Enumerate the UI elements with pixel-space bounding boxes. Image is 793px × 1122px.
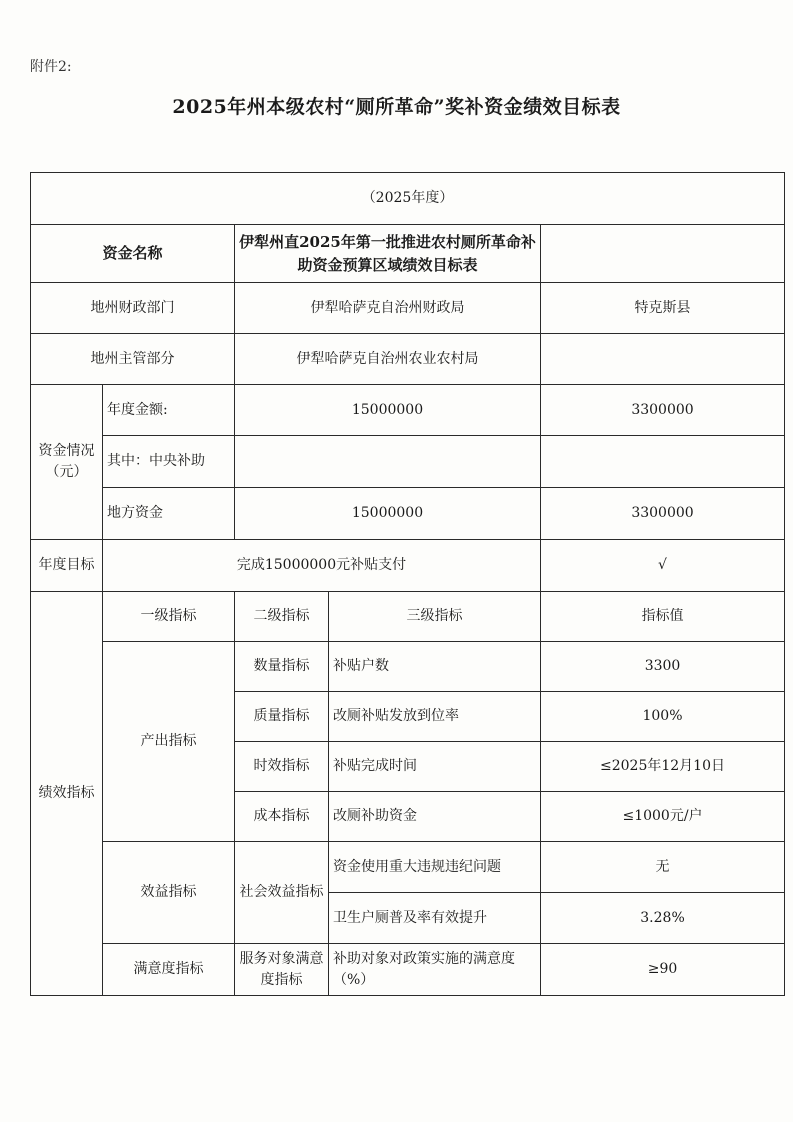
table-row <box>31 642 785 692</box>
funds-row-right <box>541 436 785 488</box>
funds-row-label: 年度金额: <box>103 385 235 436</box>
table-row <box>31 842 785 893</box>
value-cell: 3300 <box>541 642 785 692</box>
performance-label: 绩效指标 <box>31 592 103 996</box>
value-cell: 无 <box>541 842 785 893</box>
finance-dept-right: 特克斯县 <box>541 283 785 334</box>
level3-cell: 改厕补助资金 <box>329 792 541 842</box>
annual-goal-label: 年度目标 <box>31 540 103 592</box>
year-row <box>31 173 785 225</box>
competent-dept-label: 地州主管部分 <box>31 334 235 385</box>
level2-cell: 质量指标 <box>235 692 329 742</box>
annual-goal-row <box>31 540 785 592</box>
fund-name-label: 资金名称 <box>31 225 235 283</box>
output-label: 产出指标 <box>103 642 235 842</box>
finance-dept-row <box>31 283 785 334</box>
funds-row-label: 其中：中央补助 <box>103 436 235 488</box>
value-cell: ≤1000元/户 <box>541 792 785 842</box>
funds-row-central <box>31 436 785 488</box>
competent-dept-value: 伊犁哈萨克自治州农业农村局 <box>235 334 541 385</box>
value-cell: ≤2025年12月10日 <box>541 742 785 792</box>
fund-name-right <box>541 225 785 283</box>
competent-dept-row <box>31 334 785 385</box>
header-level3: 三级指标 <box>329 592 541 642</box>
funds-row-annual <box>31 385 785 436</box>
value-cell: 3.28% <box>541 893 785 944</box>
finance-dept-label: 地州财政部门 <box>31 283 235 334</box>
header-level1: 一级指标 <box>103 592 235 642</box>
year-label: （2025年度） <box>31 173 785 225</box>
finance-dept-value: 伊犁哈萨克自治州财政局 <box>235 283 541 334</box>
funds-row-value: 15000000 <box>235 385 541 436</box>
page-title: 2025年州本级农村“厕所革命”奖补资金绩效目标表 <box>172 96 621 118</box>
satisfaction-level2: 服务对象满意度指标 <box>235 944 329 996</box>
funds-row-label: 地方资金 <box>103 488 235 540</box>
funds-row-right: 3300000 <box>541 488 785 540</box>
performance-header-row <box>31 592 785 642</box>
funds-row-value <box>235 436 541 488</box>
benefit-level2: 社会效益指标 <box>235 842 329 944</box>
fund-name-value: 伊犁州直2025年第一批推进农村厕所革命补助资金预算区域绩效目标表 <box>235 225 541 283</box>
benefit-label: 效益指标 <box>103 842 235 944</box>
competent-dept-right <box>541 334 785 385</box>
level3-cell: 卫生户厕普及率有效提升 <box>329 893 541 944</box>
level3-cell: 改厕补贴发放到位率 <box>329 692 541 742</box>
level3-cell: 补贴完成时间 <box>329 742 541 792</box>
performance-table <box>30 172 784 995</box>
funds-label: 资金情况（元） <box>31 385 103 540</box>
level3-cell: 补贴户数 <box>329 642 541 692</box>
value-cell: 100% <box>541 692 785 742</box>
annual-goal-value: 完成15000000元补贴支付 <box>103 540 541 592</box>
level2-cell: 数量指标 <box>235 642 329 692</box>
annual-goal-right: √ <box>541 540 785 592</box>
level3-cell: 资金使用重大违规违纪问题 <box>329 842 541 893</box>
level2-cell: 时效指标 <box>235 742 329 792</box>
level2-cell: 成本指标 <box>235 792 329 842</box>
funds-row-local <box>31 488 785 540</box>
table-row <box>31 944 785 996</box>
header-level2: 二级指标 <box>235 592 329 642</box>
funds-row-value: 15000000 <box>235 488 541 540</box>
satisfaction-level3: 补助对象对政策实施的满意度（%） <box>329 944 541 996</box>
satisfaction-value: ≥90 <box>541 944 785 996</box>
fund-name-row <box>31 225 785 283</box>
attachment-label: 附件2: <box>30 59 72 75</box>
satisfaction-label: 满意度指标 <box>103 944 235 996</box>
funds-row-right: 3300000 <box>541 385 785 436</box>
header-value: 指标值 <box>541 592 785 642</box>
